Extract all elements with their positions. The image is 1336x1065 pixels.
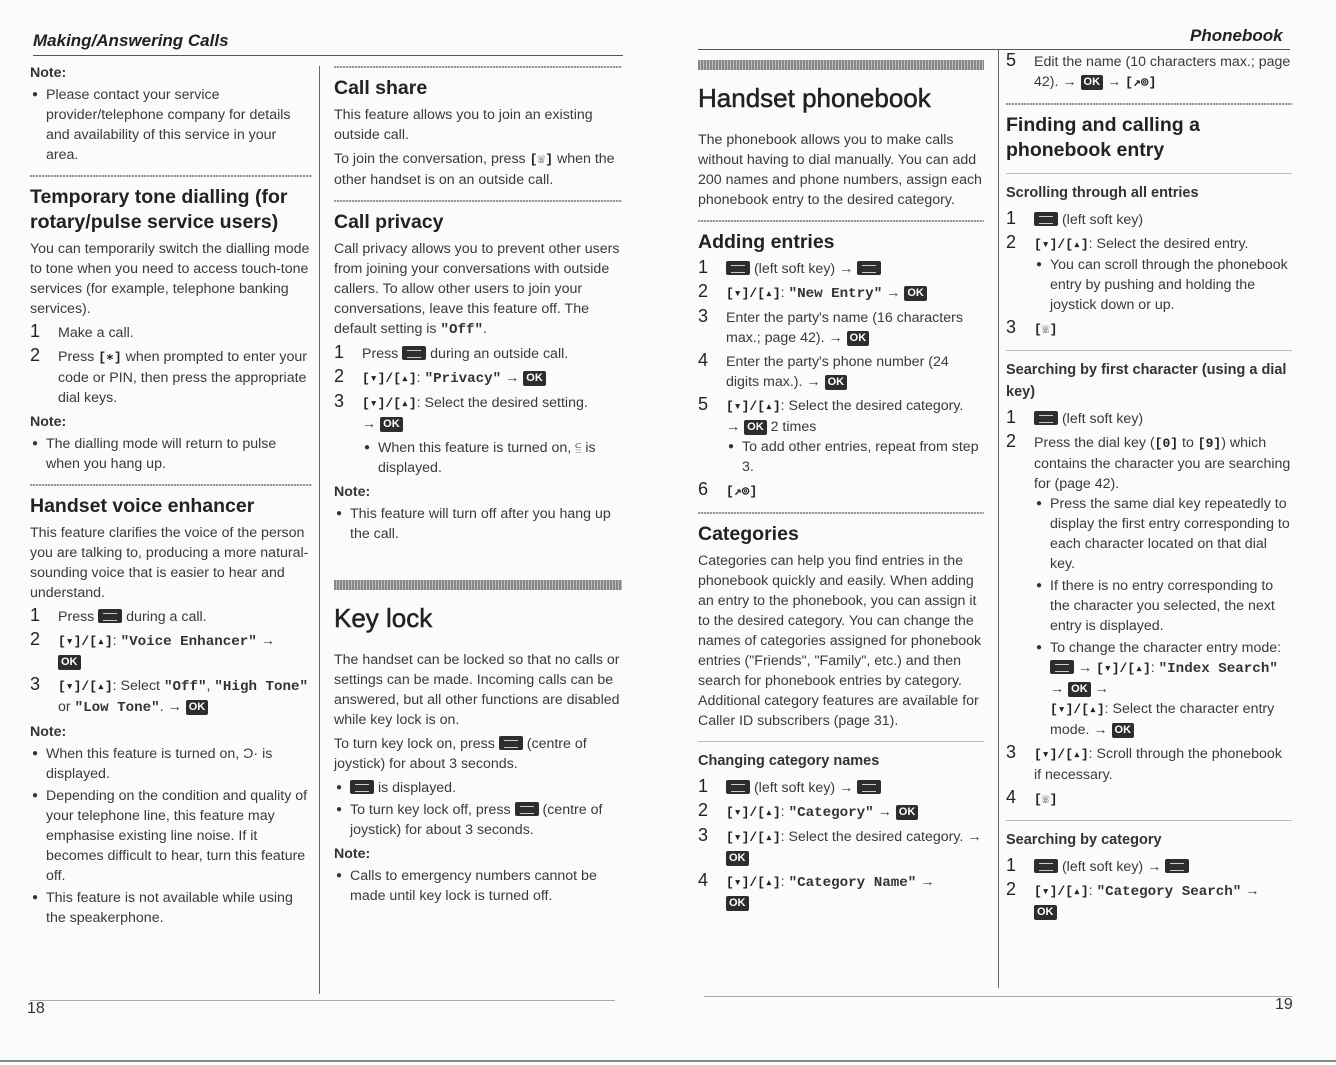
step-1: 1 (left soft key) [1006, 208, 1144, 228]
left-column-2 [334, 66, 622, 908]
up-down-keys: [▾]/[▴] [58, 679, 113, 694]
up-down-keys: [▾]/[▴] [362, 396, 417, 411]
arrow-icon: → [828, 330, 843, 346]
ok-icon: OK [726, 896, 749, 911]
note-bullet: ● This feature will turn off after you hang up the call. [334, 504, 622, 544]
section-separator [1006, 103, 1292, 105]
step-5: 5 Edit the name (10 characters max.; page 42). → OK → [↗⊚] [1006, 50, 1291, 90]
section-body: This feature allows you to join an existing outside call. [334, 107, 593, 143]
ok-icon: OK [847, 331, 870, 346]
section-title-voice-enhancer: Handset voice enhancer [30, 495, 255, 517]
page-number: 18 [27, 1000, 45, 1017]
note-bullet: ● This feature is not available while using the speakerphone. [30, 888, 312, 928]
talk-key: [☏] [1034, 792, 1058, 807]
step-3: 3 [▾]/[▴]: Select the desired setting. → OK ● When this feature is turned on, ⫅ is displayed. [334, 393, 622, 478]
ok-icon: OK [523, 371, 546, 386]
footer-rule [30, 1000, 615, 1001]
section-body: To turn key lock on, press (centre of joystick) for about 3 seconds. [334, 736, 587, 772]
arrow-icon: → [806, 374, 821, 390]
ok-icon: OK [380, 417, 403, 432]
section-body: Categories can help you find entries in the phonebook quickly and easily. When adding an entry to the phonebook, you can assign it to the desired category. You can change the names of categories assigned for phonebook entries ("Friends", "Family", etc.) and then search for phonebook entries by category. Additional category features are available for Caller ID subscribers (page 31). [698, 553, 982, 729]
note-label: Note: [30, 724, 67, 740]
subsection-title-scrolling: Scrolling through all entries [1006, 185, 1199, 201]
step-4: 4 [☏] [1006, 787, 1058, 807]
subsection-separator [1006, 350, 1292, 351]
phonebook-icon [726, 780, 750, 794]
step-2: 2 Press [∗] when prompted to enter your code or PIN, then press the appropriate dial keys. [30, 345, 307, 406]
off-key: [↗⊚] [726, 484, 758, 499]
menu-icon [499, 736, 523, 750]
step-4: 4 [▾]/[▴]: "Category Name" → OK [698, 870, 935, 909]
step-6: 6 [↗⊚] [698, 479, 758, 499]
arrow-icon: → [877, 804, 892, 820]
note-bullet: ● Calls to emergency numbers cannot be made until key lock is turned off. [334, 866, 622, 906]
step-2: 2 [▾]/[▴]: "Privacy" → OK [334, 368, 622, 389]
chapter-bar [334, 580, 622, 590]
key-lock-icon [350, 780, 374, 794]
step-1: 1 Press during an outside call. [334, 342, 569, 362]
right-column-2 [1006, 52, 1292, 926]
header-rule [33, 55, 623, 56]
section-separator [698, 220, 984, 222]
section-separator [334, 200, 622, 202]
menu-icon [402, 346, 426, 360]
note-bullet: ● Depending on the condition and quality of your telephone line, this feature may emphasise existing line noise. If it becomes difficult to hear, turn this feature off. [30, 786, 312, 886]
ok-icon: OK [58, 655, 81, 670]
step-3: 3 Enter the party's name (16 characters max.; page 42). → OK [698, 306, 963, 346]
ok-icon: OK [726, 851, 749, 866]
arrow-icon: → [1077, 660, 1093, 676]
step-1: 1 Make a call. [30, 321, 134, 341]
step-2: 2 [▾]/[▴]: Select the desired entry. ● You can scroll through the phonebook entry by pushing and holding the joystick down or up. [1006, 234, 1292, 315]
arrow-icon: → [920, 874, 935, 890]
step-1: 1 (left soft key) → [698, 778, 984, 798]
step-bullet: ● When this feature is turned on, ⫅ is displayed. [362, 438, 622, 478]
section-title-call-privacy: Call privacy [334, 211, 444, 233]
menu-icon [857, 261, 881, 275]
note-label: Note: [334, 484, 371, 500]
section-body: To join the conversation, press [☏] when the other handset is on an outside call. [334, 151, 615, 188]
phonebook-icon [1034, 411, 1058, 425]
arrow-icon: → [1093, 722, 1108, 738]
section-separator [698, 512, 984, 514]
arrow-icon: → [1094, 681, 1109, 697]
up-down-keys: [▾]/[▴] [58, 634, 113, 649]
arrow-icon: → [839, 780, 854, 796]
chapter-title-handset-phonebook: Handset phonebook [698, 83, 931, 113]
note-label: Note: [30, 414, 67, 430]
step-2: 2 [▾]/[▴]: "Voice Enhancer" → OK [30, 629, 275, 668]
step-2: 2 [▾]/[▴]: "Category" → OK [698, 802, 984, 823]
step-2: 2 Press the dial key ([0] to [9]) which contains the character you are searching for (page 42). ● Press the same dial key repeatedly to display the first entry corresponding to each character located on that dial key. ● If there is no entry corresponding to the character you selected, the next entry is displayed. ● To change the character entry mode: → [▾]/[▴]: "Index Search" → OK → [▾]/[▴]: Select the character entry mode. → OK [1006, 433, 1292, 740]
ok-icon: OK [186, 700, 209, 715]
arrow-icon: → [1147, 859, 1162, 875]
phonebook-icon [726, 261, 750, 275]
off-key: [↗⊚] [1125, 75, 1157, 90]
note-label: Note: [30, 65, 67, 81]
enhancer-icon: Ɔ· [243, 746, 259, 762]
page-header-title: Phonebook [1190, 26, 1283, 45]
step-3: 3 [▾]/[▴]: Select "Off", "High Tone" or "Low Tone". → OK [30, 674, 309, 716]
section-separator [30, 175, 312, 177]
footer-rule [704, 996, 1292, 997]
arrow-icon: → [1106, 74, 1122, 90]
subsection-title-by-category: Searching by category [1006, 832, 1162, 848]
search-icon [1050, 660, 1074, 674]
section-title-finding: Finding and calling a phonebook entry [1006, 114, 1200, 161]
key-lock-icon [515, 802, 539, 816]
note-bullet: ● The dialling mode will return to pulse when you hang up. [30, 434, 312, 474]
star-key: [∗] [98, 350, 122, 365]
chapter-bar [698, 60, 984, 70]
section-body: Call privacy allows you to prevent other users from joining your conversations with outside callers. To allow other users to join your conversations, leave this feature off. The default setting is "Off". [334, 241, 620, 338]
subsection-separator [1006, 820, 1292, 821]
chapter-title-key-lock: Key lock [334, 603, 433, 633]
section-body: You can temporarily switch the dialling mode to tone when you need to access touch-tone services (for example, telephone banking services). [30, 241, 310, 317]
section-body: The phonebook allows you to make calls without having to dial manually. You can add 200 names and phone numbers, assign each phonebook entry to the desired category. [698, 132, 982, 208]
step-3: 3 [▾]/[▴]: Scroll through the phonebook if necessary. [1006, 742, 1282, 783]
arrow-icon: → [362, 416, 377, 432]
subsection-separator [698, 741, 984, 742]
step-2: 2 [▾]/[▴]: "New Entry" → OK [698, 283, 984, 304]
bullet: ● is displayed. [334, 778, 622, 798]
note-bullet: ● Please contact your service provider/telephone company for details and availability of this service in your area. [30, 85, 312, 165]
ok-icon: OK [1034, 905, 1057, 920]
step-3: 3 [☏] [1006, 317, 1058, 337]
note-bullet: ● When this feature is turned on, Ɔ· is displayed. [30, 744, 312, 784]
step-bullet: ● If there is no entry corresponding to the character you selected, the next entry is displayed. [1034, 576, 1292, 636]
talk-key: [☏] [1034, 322, 1058, 337]
step-bullet: ● Press the same dial key repeatedly to display the first entry corresponding to each character located on that dial key. [1034, 494, 1292, 574]
section-title-adding-entries: Adding entries [698, 231, 835, 253]
step-3: 3 [▾]/[▴]: Select the desired category. → OK [698, 825, 982, 864]
section-separator [30, 484, 312, 486]
section-body: This feature clarifies the voice of the person you are talking to, producing a more natural-sounding voice that is easier to hear and understand. [30, 525, 309, 601]
privacy-icon: ⫅ [575, 440, 582, 456]
arrow-icon: → [1062, 74, 1077, 90]
step-1: 1 Press during a call. [30, 605, 207, 625]
ok-icon: OK [1112, 723, 1135, 738]
page-number: 19 [1275, 996, 1293, 1013]
step-1: 1 (left soft key) → [698, 259, 984, 279]
header-rule [698, 49, 1290, 50]
left-column-1 [30, 59, 312, 930]
right-column-1 [698, 60, 984, 917]
ok-icon: OK [1068, 682, 1091, 697]
arrow-icon: → [886, 285, 901, 301]
up-down-keys: [▾]/[▴] [362, 371, 417, 386]
section-title-call-share: Call share [334, 77, 428, 99]
page-header-title: Making/Answering Calls [33, 31, 229, 50]
step-bullet: ● To change the character entry mode: → [▾]/[▴]: "Index Search" → OK → [▾]/[▴]: Select the character entry mode. → OK [1034, 638, 1292, 740]
ok-icon: OK [744, 420, 767, 435]
phonebook-icon [1034, 212, 1058, 226]
subsection-title-changing-category: Changing category names [698, 753, 880, 769]
arrow-icon: → [1050, 681, 1065, 697]
arrow-icon: → [1245, 883, 1260, 899]
bullet: ● To turn key lock off, press (centre of joystick) for about 3 seconds. [334, 800, 622, 840]
section-body: The handset can be locked so that no calls or settings can be made. Incoming calls can be answered, but all other functions are disabled while key lock is on. [334, 652, 620, 728]
step-2: 2 [▾]/[▴]: "Category Search" → OK [1006, 879, 1260, 918]
arrow-icon: → [839, 261, 854, 277]
subsection-title-first-character: Searching by first character (using a dial key) [1006, 362, 1287, 400]
ok-icon: OK [1081, 75, 1104, 90]
menu-icon [98, 609, 122, 623]
arrow-icon: → [505, 370, 520, 386]
step-4: 4 Enter the party's phone number (24 digits max.). → OK [698, 350, 949, 390]
step-1: 1 (left soft key) [1006, 407, 1144, 427]
subsection-separator [1006, 173, 1292, 174]
section-title-temporary-tone: Temporary tone dialling (for rotary/pulse service users) [30, 186, 288, 233]
talk-key: [☏] [529, 152, 554, 167]
scan-edge-line [0, 1060, 1336, 1062]
note-label: Note: [334, 846, 371, 862]
menu-icon [857, 780, 881, 794]
step-bullet: ● You can scroll through the phonebook entry by pushing and holding the joystick down or up. [1034, 255, 1292, 315]
arrow-icon: → [167, 699, 182, 715]
ok-icon: OK [825, 375, 848, 390]
section-title-categories: Categories [698, 523, 799, 545]
section-separator [334, 66, 622, 68]
phonebook-icon [1034, 859, 1058, 873]
column-divider [319, 66, 320, 994]
arrow-icon: → [260, 633, 275, 649]
column-divider [998, 50, 999, 988]
search-icon [1165, 859, 1189, 873]
ok-icon: OK [904, 286, 927, 301]
step-5: 5 [▾]/[▴]: Select the desired category. → OK 2 times ● To add other entries, repeat from step 3. [698, 396, 984, 477]
step-bullet: ● To add other entries, repeat from step 3. [726, 437, 984, 477]
arrow-icon: → [967, 829, 982, 845]
arrow-icon: → [726, 419, 741, 435]
step-1: 1 (left soft key) → [1006, 857, 1292, 877]
ok-icon: OK [896, 805, 919, 820]
